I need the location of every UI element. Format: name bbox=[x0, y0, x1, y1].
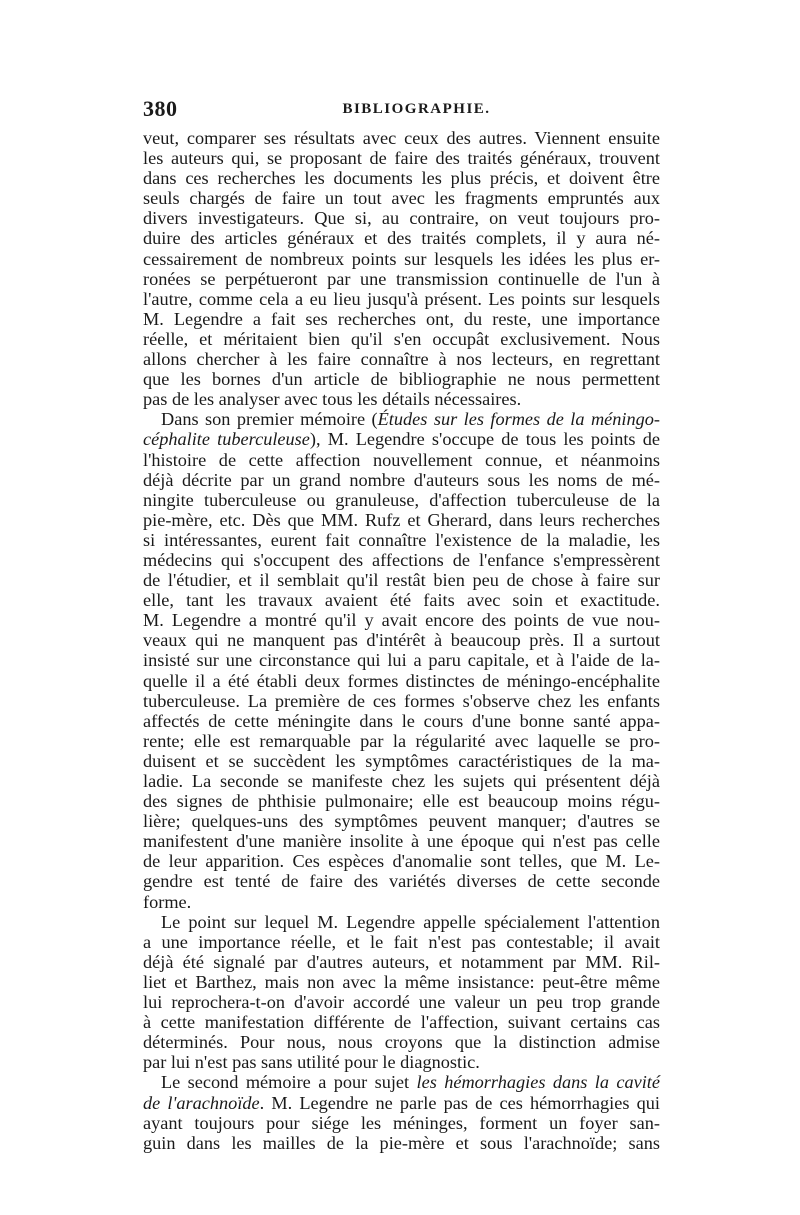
text-line bbox=[143, 912, 660, 932]
text-line bbox=[143, 711, 660, 731]
text-segment: des signes de phthisie pulmonaire; elle est beaucoup moins régu- bbox=[143, 791, 660, 812]
text-line bbox=[143, 1072, 660, 1092]
italic-text-segment: les hémorrhagies dans la cavité bbox=[416, 1072, 661, 1093]
text-line bbox=[143, 691, 660, 711]
text-line bbox=[143, 289, 660, 309]
text-segment: Le second mémoire a pour sujet bbox=[161, 1072, 417, 1093]
text-segment: ningite tuberculeuse ou granuleuse, d'affection tuberculeuse de la bbox=[143, 489, 660, 510]
text-line bbox=[143, 751, 660, 771]
text-line bbox=[143, 831, 660, 851]
text-line bbox=[143, 1093, 660, 1113]
text-segment: ladie. La seconde se manifeste chez les sujets qui présentent déjà bbox=[143, 771, 660, 791]
text-segment: pie-mère, etc. Dès que MM. Rufz et Gherard, dans leurs recherches bbox=[143, 509, 660, 530]
page-number: 380 bbox=[143, 96, 178, 121]
text-line bbox=[143, 309, 660, 329]
text-line bbox=[143, 510, 660, 530]
running-head bbox=[143, 96, 660, 122]
text-segment: elle, tant les travaux avaient été faits avec soin et exactitude. bbox=[143, 590, 660, 611]
text-line bbox=[143, 952, 660, 972]
text-line bbox=[143, 972, 660, 992]
text-segment: rente; elle est remarquable par la régularité avec laquelle se pro- bbox=[143, 730, 660, 751]
text-line bbox=[143, 450, 660, 470]
text-line bbox=[143, 892, 660, 912]
text-segment: ronées se perpétueront par une transmission continuelle de l'un à bbox=[143, 268, 660, 289]
italic-text-segment: Études sur les formes de la méningo- bbox=[377, 409, 661, 430]
text-line bbox=[143, 148, 660, 168]
text-line bbox=[143, 811, 660, 831]
text-segment: ayant toujours pour siége les méninges, forment un foyer san- bbox=[143, 1112, 660, 1133]
text-segment: si intéressantes, eurent fait connaître l'existence de la maladie, les bbox=[143, 529, 660, 550]
text-line bbox=[143, 1133, 660, 1153]
text-line bbox=[143, 168, 660, 188]
text-segment: duire des articles généraux et des traités complets, il y aura né- bbox=[143, 228, 660, 249]
text-line bbox=[143, 932, 660, 952]
text-segment: affectés de cette méningite dans le cours d'une bonne santé appa- bbox=[143, 710, 660, 731]
text-segment: ), M. Legendre s'occupe de tous les points de bbox=[309, 429, 660, 450]
text-segment: veut, comparer ses résultats avec ceux des autres. Viennent ensuite bbox=[143, 128, 660, 148]
text-line bbox=[143, 1052, 660, 1072]
text-line bbox=[143, 128, 660, 148]
text-line bbox=[143, 188, 660, 208]
text-segment: quelle il a été établi deux formes distinctes de méningo-encéphalite bbox=[143, 670, 660, 691]
running-title: BIBLIOGRAPHIE. bbox=[342, 101, 491, 117]
text-segment: . M. Legendre ne parle pas de ces hémorrhagies qui bbox=[259, 1092, 660, 1113]
text-line bbox=[143, 208, 660, 228]
text-segment: lui reprochera-t-on d'avoir accordé une valeur un peu trop grande bbox=[143, 992, 660, 1013]
text-line bbox=[143, 771, 660, 791]
text-segment: manifestent d'une manière insolite à une époque qui n'est pas celle bbox=[143, 831, 660, 852]
text-segment: l'histoire de cette affection nouvellement connue, et néanmoins bbox=[143, 449, 660, 470]
text-line bbox=[143, 731, 660, 751]
text-segment: que les bornes d'un article de bibliographie ne nous permettent bbox=[143, 369, 660, 390]
text-segment: pas de les analyser avec tous les détails nécessaires. bbox=[143, 389, 522, 410]
text-segment: liet et Barthez, mais non avec la même insistance: peut-être même bbox=[143, 971, 660, 992]
text-segment: M. Legendre a fait ses recherches ont, du reste, une importance bbox=[143, 308, 660, 329]
text-line bbox=[143, 369, 660, 389]
text-segment: déterminés. Pour nous, nous croyons que la distinction admise bbox=[143, 1032, 660, 1053]
text-line bbox=[143, 470, 660, 490]
text-segment: tuberculeuse. La première de ces formes s'observe chez les enfants bbox=[143, 690, 660, 711]
text-segment: médecins qui s'occupent des affections de l'enfance s'empressèrent bbox=[143, 549, 660, 570]
text-line bbox=[143, 1032, 660, 1052]
text-segment: déjà décrite par un grand nombre d'auteurs sous les noms de mé- bbox=[143, 469, 660, 490]
text-segment: seuls chargés de faire un tout avec les fragments empruntés aux bbox=[143, 188, 660, 209]
text-line bbox=[143, 650, 660, 670]
text-segment: dans ces recherches les documents les plus précis, et doivent être bbox=[143, 168, 660, 189]
text-segment: Dans son premier mémoire ( bbox=[161, 409, 378, 430]
text-segment: l'autre, comme cela a eu lieu jusqu'à présent. Les points sur lesquels bbox=[143, 288, 660, 309]
text-line bbox=[143, 791, 660, 811]
text-line bbox=[143, 992, 660, 1012]
text-segment: lière; quelques-uns des symptômes peuvent manquer; d'autres se bbox=[143, 811, 660, 832]
text-line bbox=[143, 490, 660, 510]
text-line bbox=[143, 590, 660, 610]
text-segment: allons chercher à les faire connaître à nos lecteurs, en regrettant bbox=[143, 349, 660, 370]
text-line bbox=[143, 871, 660, 891]
text-line bbox=[143, 570, 660, 590]
text-segment: M. Legendre a montré qu'il y avait encore des points de vue nou- bbox=[143, 610, 660, 631]
text-line bbox=[143, 1113, 660, 1133]
text-segment: de l'étudier, et il semblait qu'il restât bien peu de chose à faire sur bbox=[143, 570, 660, 591]
text-segment: veaux qui ne manquent pas d'intérêt à beaucoup près. Il a surtout bbox=[143, 630, 660, 651]
text-segment: gendre est tenté de faire des variétés diverses de cette seconde bbox=[143, 871, 660, 892]
text-line bbox=[143, 630, 660, 650]
text-segment: les auteurs qui, se proposant de faire des traités généraux, trouvent bbox=[143, 148, 660, 169]
text-line bbox=[143, 389, 660, 409]
text-segment: forme. bbox=[143, 891, 192, 912]
italic-text-segment: céphalite tuberculeuse bbox=[143, 429, 310, 450]
text-line bbox=[143, 349, 660, 369]
text-segment: divers investigateurs. Que si, au contraire, on veut toujours pro- bbox=[143, 208, 660, 229]
text-segment: cessairement de nombreux points sur lesquels les idées les plus er- bbox=[143, 248, 660, 269]
text-segment: de leur apparition. Ces espèces d'anomalie sont telles, que M. Le- bbox=[143, 851, 660, 872]
text-line bbox=[143, 228, 660, 248]
body-text bbox=[143, 128, 660, 1153]
text-segment: Le point sur lequel M. Legendre appelle spécialement l'attention bbox=[161, 911, 660, 932]
text-line bbox=[143, 249, 660, 269]
italic-text-segment: de l'arachnoïde bbox=[143, 1092, 260, 1113]
text-segment: réelle, et méritaient bien qu'il s'en occupât exclusivement. Nous bbox=[143, 328, 660, 349]
text-segment: duisent et se succèdent les symptômes caractéristiques de la ma- bbox=[143, 750, 660, 771]
text-segment: guin dans les mailles de la pie-mère et sous l'arachnoïde; sans bbox=[143, 1132, 660, 1153]
text-segment: a une importance réelle, et le fait n'est pas contestable; il avait bbox=[143, 931, 660, 952]
text-line bbox=[143, 429, 660, 449]
text-line bbox=[143, 550, 660, 570]
text-segment: à cette manifestation différente de l'affection, suivant certains cas bbox=[143, 1012, 660, 1033]
text-line bbox=[143, 530, 660, 550]
text-line bbox=[143, 409, 660, 429]
text-line bbox=[143, 1012, 660, 1032]
text-line bbox=[143, 671, 660, 691]
text-segment: insisté sur une circonstance qui lui a paru capitale, et à l'aide de la- bbox=[143, 650, 660, 671]
text-line bbox=[143, 610, 660, 630]
text-segment: déjà été signalé par d'autres auteurs, et notamment par MM. Ril- bbox=[143, 951, 660, 972]
text-line bbox=[143, 269, 660, 289]
text-line bbox=[143, 851, 660, 871]
text-segment: par lui n'est pas sans utilité pour le diagnostic. bbox=[143, 1052, 480, 1073]
text-line bbox=[143, 329, 660, 349]
